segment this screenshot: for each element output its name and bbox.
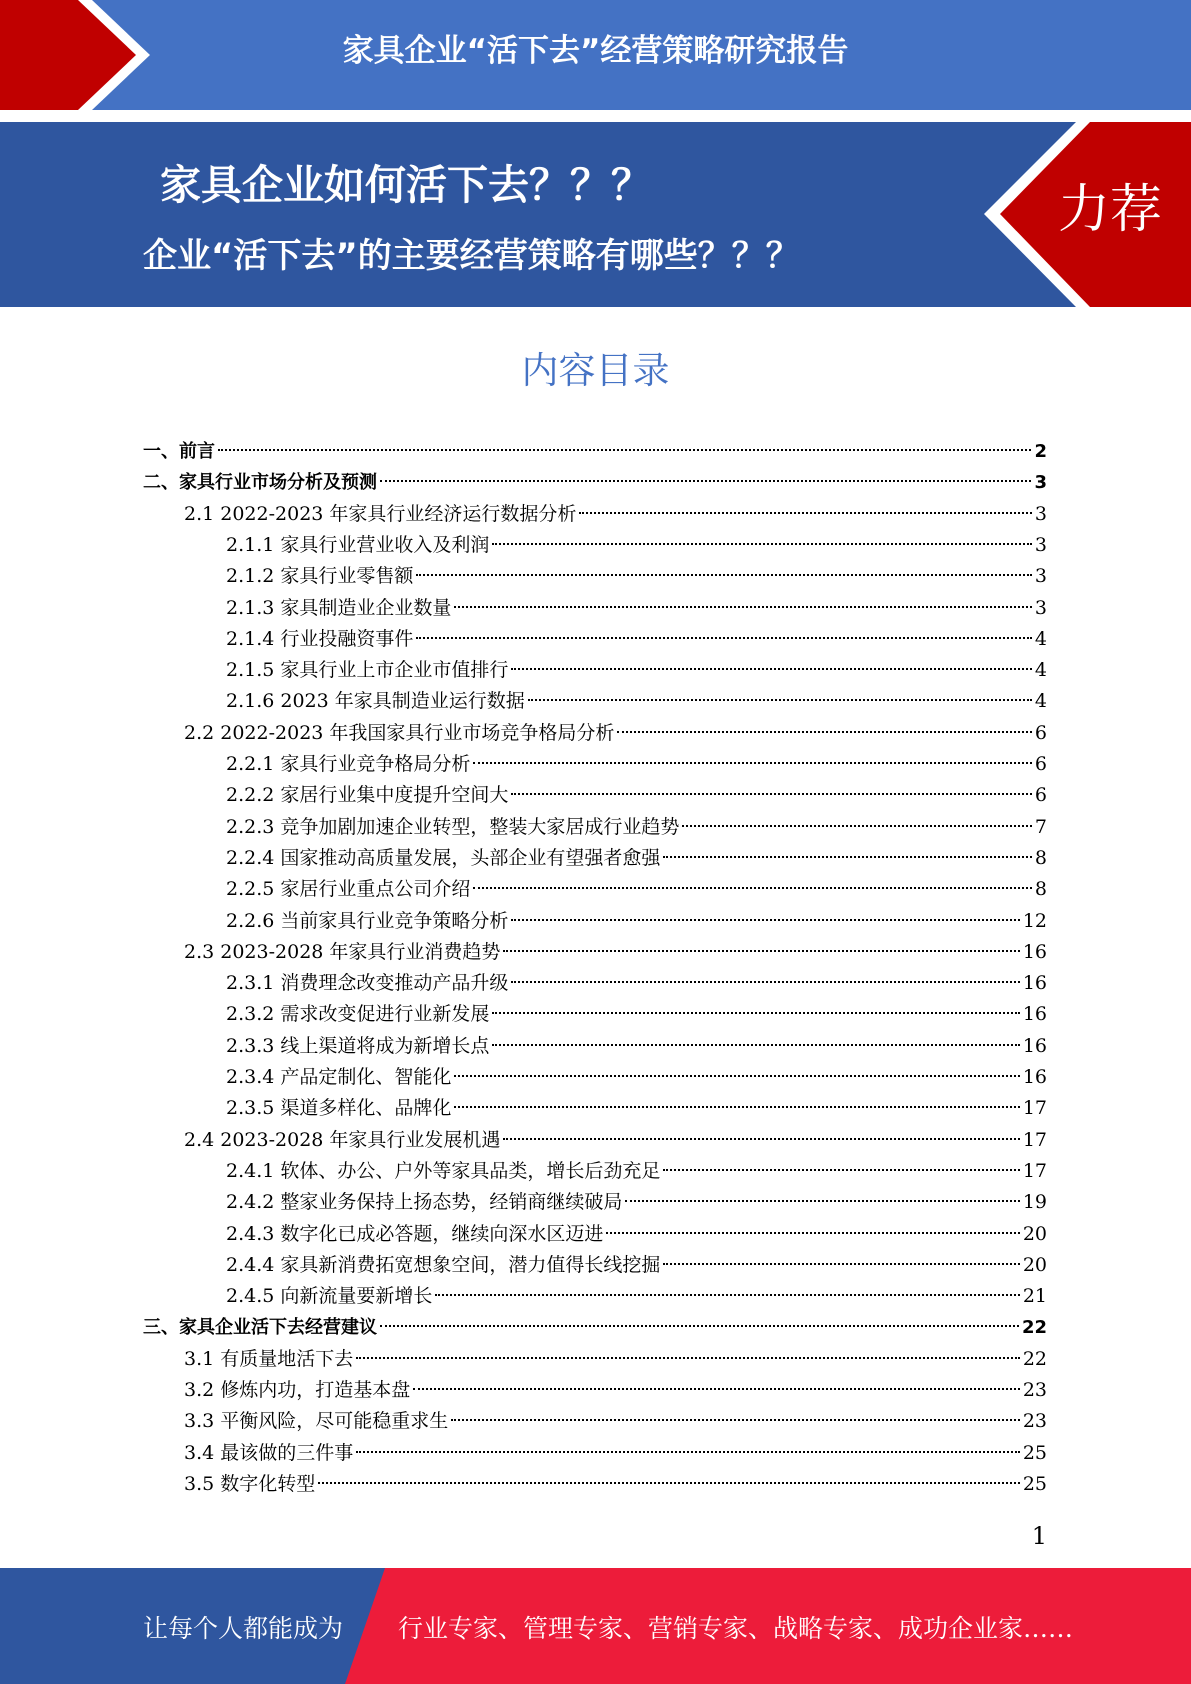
toc-entry[interactable]	[143, 436, 1047, 467]
toc-entry-page: 21	[1022, 1285, 1047, 1308]
toc-entry-label: 3.5 数字化转型	[184, 1472, 316, 1495]
toc-entry[interactable]	[226, 1156, 1047, 1187]
toc-entry[interactable]	[226, 655, 1047, 686]
toc-dot-leader	[579, 512, 1031, 514]
toc-entry-label: 2.1.6 2023 年家具制造业运行数据	[226, 690, 525, 713]
toc-entry[interactable]	[226, 561, 1047, 592]
toc-dot-leader	[511, 919, 1019, 921]
toc-dot-leader	[511, 668, 1032, 670]
toc-entry-page: 17	[1022, 1097, 1047, 1120]
toc-dot-leader	[503, 950, 1019, 952]
toc-entry[interactable]	[226, 624, 1047, 655]
toc-entry[interactable]	[184, 1375, 1047, 1406]
toc-entry-label: 2.2.2 家居行业集中度提升空间大	[226, 784, 509, 807]
toc-entry[interactable]	[184, 718, 1047, 749]
toc-entry-label: 2.2 2022-2023 年我国家具行业市场竞争格局分析	[184, 721, 615, 744]
toc-dot-leader	[218, 449, 1031, 451]
toc-entry-label: 3.4 最该做的三件事	[184, 1441, 354, 1464]
toc-entry-label: 2.4.3 数字化已成必答题，继续向深水区迈进	[226, 1222, 604, 1245]
toc-entry-page: 2	[1034, 441, 1047, 462]
toc-entry[interactable]	[226, 1031, 1047, 1062]
toc-entry-label: 一、前言	[143, 441, 215, 462]
toc-entry-label: 2.3.5 渠道多样化、品牌化	[226, 1097, 452, 1120]
toc-dot-leader	[454, 1075, 1019, 1077]
recommend-badge: 力荐	[1058, 180, 1163, 240]
toc-entry-page: 3	[1034, 596, 1047, 619]
toc-entry[interactable]	[184, 937, 1047, 968]
toc-entry-page: 23	[1022, 1379, 1047, 1401]
toc-entry-page: 20	[1022, 1222, 1047, 1245]
page-number: 1	[1031, 1522, 1047, 1550]
toc-entry-label: 2.2.6 当前家具行业竞争策略分析	[226, 909, 509, 932]
toc-dot-leader	[511, 793, 1032, 795]
toc-entry-label: 2.1.4 行业投融资事件	[226, 627, 414, 650]
toc-entry-page: 20	[1022, 1253, 1047, 1276]
toc-dot-leader	[617, 731, 1031, 733]
footer-slogan-left: 让每个人都能成为	[143, 1614, 344, 1643]
toc-entry-label: 2.2.1 家具行业竞争格局分析	[226, 753, 471, 775]
toc-entry-page: 23	[1022, 1410, 1047, 1433]
toc-entry-label: 3.3 平衡风险，尽可能稳重求生	[184, 1410, 449, 1433]
toc-dot-leader	[454, 606, 1032, 608]
toc-dot-leader	[356, 1357, 1020, 1359]
toc-entry[interactable]	[226, 1062, 1047, 1093]
toc-dot-leader	[380, 480, 1031, 482]
toc-entry-label: 2.1.5 家具行业上市企业市值排行	[226, 659, 509, 682]
toc-entry-page: 3	[1034, 533, 1047, 556]
toc-entry[interactable]	[184, 1344, 1047, 1375]
toc-entry[interactable]	[226, 1281, 1047, 1312]
toc-entry-page: 22	[1022, 1347, 1047, 1370]
toc-entry-page: 4	[1034, 627, 1047, 650]
toc-entry-page: 16	[1022, 1066, 1047, 1088]
toc-dot-leader	[492, 1012, 1019, 1014]
toc-entry-page: 8	[1034, 846, 1047, 869]
toc-dot-leader	[625, 1200, 1019, 1202]
toc-dot-leader	[663, 856, 1032, 858]
toc-entry-label: 二、家具行业市场分析及预测	[143, 472, 377, 494]
toc-dot-leader	[528, 699, 1032, 701]
toc-entry[interactable]	[226, 968, 1047, 999]
toc-entry-label: 2.4.1 软体、办公、户外等家具品类，增长后劲充足	[226, 1159, 661, 1182]
toc-entry[interactable]	[226, 1250, 1047, 1281]
toc-entry-label: 2.1.1 家具行业营业收入及利润	[226, 533, 490, 556]
toc-dot-leader	[318, 1482, 1020, 1484]
toc-entry-page: 16	[1022, 972, 1047, 995]
toc-entry-label: 2.4.5 向新流量要新增长	[226, 1285, 433, 1308]
toc-dot-leader	[511, 981, 1019, 983]
toc-entry-page: 6	[1034, 721, 1047, 744]
toc-entry-page: 16	[1022, 1034, 1047, 1057]
toc-dot-leader	[663, 1263, 1019, 1265]
toc-entry-page: 16	[1022, 940, 1047, 963]
toc-entry-label: 2.2.4 国家推动高质量发展，头部企业有望强者愈强	[226, 846, 661, 869]
toc-entry-page: 12	[1022, 909, 1047, 932]
toc-entry[interactable]	[184, 1438, 1047, 1469]
toc-entry-page: 3	[1034, 472, 1047, 494]
toc-entry[interactable]	[184, 499, 1047, 530]
toc-dot-leader	[492, 1044, 1019, 1046]
toc-entry[interactable]	[226, 1219, 1047, 1250]
toc-entry[interactable]	[226, 1187, 1047, 1218]
toc-entry[interactable]	[143, 467, 1047, 498]
toc-dot-leader	[416, 637, 1032, 639]
toc-entry-page: 6	[1034, 784, 1047, 807]
toc-entry[interactable]	[184, 1125, 1047, 1156]
toc-entry-page: 7	[1034, 815, 1047, 838]
toc-entry[interactable]	[143, 1312, 1047, 1343]
toc-entry-label: 2.3.4 产品定制化、智能化	[226, 1066, 452, 1088]
toc-dot-leader	[682, 825, 1032, 827]
toc-entry-page: 17	[1022, 1128, 1047, 1151]
toc-entry-label: 2.3.2 需求改变促进行业新发展	[226, 1003, 490, 1026]
toc-entry-label: 2.4.4 家具新消费拓宽想象空间，潜力值得长线挖掘	[226, 1253, 661, 1276]
toc-entry-page: 25	[1022, 1472, 1047, 1495]
toc-dot-leader	[380, 1325, 1019, 1327]
toc-entry-page: 25	[1022, 1441, 1047, 1464]
toc-entry[interactable]	[226, 593, 1047, 624]
toc-entry-page: 4	[1034, 659, 1047, 682]
toc-entry[interactable]	[226, 843, 1047, 874]
toc-entry-page: 8	[1034, 878, 1047, 901]
toc-entry-page: 6	[1034, 753, 1047, 775]
toc-entry-label: 2.3.1 消费理念改变推动产品升级	[226, 972, 509, 995]
toc-entry-label: 2.2.5 家居行业重点公司介绍	[226, 878, 471, 901]
toc-entry-page: 17	[1022, 1159, 1047, 1182]
toc-entry-label: 3.2 修炼内功，打造基本盘	[184, 1379, 411, 1401]
toc-entry-label: 2.1.3 家具制造业企业数量	[226, 596, 452, 619]
toc-entry-label: 2.4.2 整家业务保持上扬态势，经销商继续破局	[226, 1191, 623, 1214]
toc-entry-page: 22	[1021, 1317, 1047, 1339]
report-title: 家具企业“活下去”经营策略研究报告	[342, 33, 849, 69]
toc-entry-page: 4	[1034, 690, 1047, 713]
toc-entry-label: 2.1 2022-2023 年家具行业经济运行数据分析	[184, 502, 577, 525]
headline-question: 家具企业如何活下去？？？	[160, 161, 652, 209]
toc-entry-page: 16	[1022, 1003, 1047, 1026]
toc-entry[interactable]	[226, 686, 1047, 717]
toc-entry-label: 三、家具企业活下去经营建议	[143, 1317, 377, 1339]
toc-dot-leader	[492, 543, 1032, 545]
toc-dot-leader	[663, 1169, 1019, 1171]
toc-entry-page: 19	[1022, 1191, 1047, 1214]
toc-dot-leader	[503, 1138, 1019, 1140]
footer-slogan-right: 行业专家、管理专家、营销专家、战略专家、成功企业家……	[398, 1614, 1074, 1643]
toc-entry[interactable]	[184, 1469, 1047, 1500]
toc-dot-leader	[413, 1388, 1020, 1390]
toc-dot-leader	[454, 1106, 1019, 1108]
toc-entry[interactable]	[226, 874, 1047, 905]
toc-dot-leader	[356, 1451, 1020, 1453]
toc-entry-label: 2.4 2023-2028 年家具行业发展机遇	[184, 1128, 501, 1151]
toc-entry[interactable]	[226, 999, 1047, 1030]
toc-entry-page: 3	[1034, 565, 1047, 588]
toc-entry[interactable]	[226, 1093, 1047, 1124]
toc-entry[interactable]	[226, 530, 1047, 561]
toc-dot-leader	[416, 574, 1032, 576]
toc-dot-leader	[451, 1419, 1020, 1421]
toc-entry[interactable]	[226, 749, 1047, 780]
toc-entry[interactable]	[184, 1406, 1047, 1437]
toc-entry-label: 2.2.3 竞争加剧加速企业转型，整装大家居成行业趋势	[226, 815, 680, 838]
toc-entry-page: 3	[1034, 502, 1047, 525]
toc-dot-leader	[606, 1232, 1019, 1234]
toc-entry-label: 3.1 有质量地活下去	[184, 1347, 354, 1370]
toc-entry-label: 2.3.3 线上渠道将成为新增长点	[226, 1034, 490, 1057]
toc-dot-leader	[473, 762, 1032, 764]
toc-dot-leader	[473, 887, 1032, 889]
toc-entry-label: 2.3 2023-2028 年家具行业消费趋势	[184, 940, 501, 963]
toc-entry[interactable]	[226, 780, 1047, 811]
toc-entry[interactable]	[226, 906, 1047, 937]
toc-title: 内容目录	[521, 349, 670, 392]
subheadline-question: 企业“活下去”的主要经营策略有哪些？？？	[143, 236, 800, 276]
toc-entry-label: 2.1.2 家具行业零售额	[226, 565, 414, 588]
toc-entry[interactable]	[226, 812, 1047, 843]
toc-dot-leader	[435, 1294, 1019, 1296]
